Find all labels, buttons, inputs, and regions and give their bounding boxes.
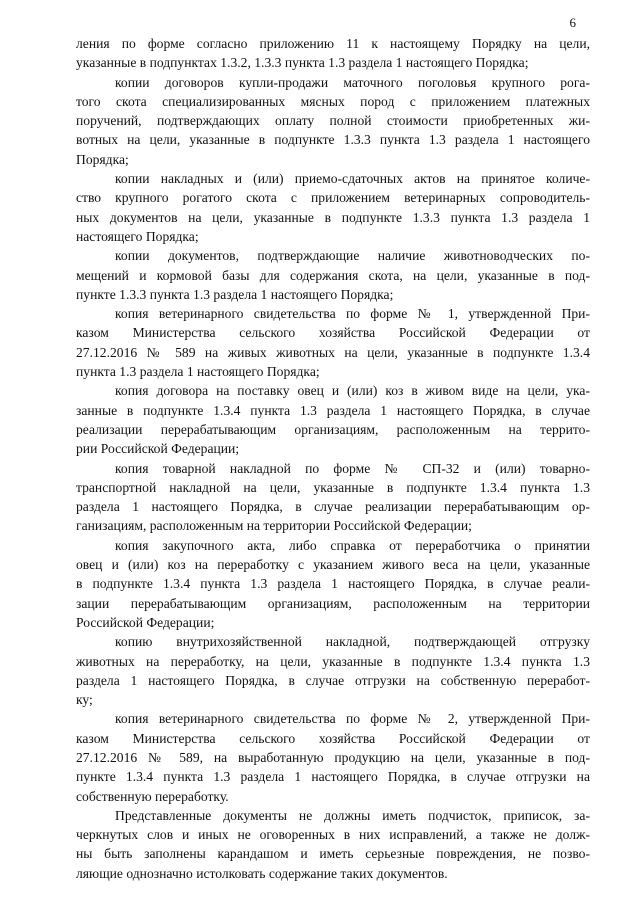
paragraph [76,459,590,536]
text-line: транспортной накладной на цели, указанные в подпункте 1.3.4 пункта 1.3 [76,479,590,495]
text-line: Российской Федерации; [76,614,215,630]
text-line: 27.12.2016 № 589, на выработанную продукцию на цели, указанные в под- [76,749,590,765]
text-line: копия договора на поставку овец и (или) коз в живом виде на цели, ука- [115,383,590,399]
text-line: раздела 1 настоящего Порядка, в случае отгрузки на собственную переработ- [76,672,590,688]
paragraph [76,632,590,709]
text-line: казом Министерства сельского хозяйства Российской Федерации от [76,730,590,746]
text-line: Представленные документы не должны иметь подчисток, приписок, за- [115,807,590,823]
text-line: пункта 1.3 раздела 1 настоящего Порядка; [76,364,320,380]
paragraph [76,169,590,246]
paragraph [76,381,590,458]
text-line: ляющие однозначно истолковать содержание таких документов. [76,865,448,881]
text-line: зации перерабатывающим организациям, расположенным на территории [76,595,590,611]
text-line: овец и (или) коз на переработку с указанием живого веса на цели, указанные [76,557,590,573]
text-line: указанные в подпунктах 1.3.2, 1.3.3 пункта 1.3 раздела 1 настоящего Порядка; [76,55,529,71]
text-line: копия ветеринарного свидетельства по форме № 2, утвержденной При- [115,711,590,727]
text-line: вотных на цели, указанные в подпункте 1.3.3 пункта 1.3 раздела 1 настоящего [76,132,590,148]
text-line: занные в подпункте 1.3.4 пункта 1.3 раздела 1 настоящего Порядка, в случае [76,402,590,418]
text-line: реализации перерабатывающим организациям, расположенным на террито- [76,421,590,437]
text-line: в подпункте 1.3.4 пункта 1.3 раздела 1 настоящего Порядка, в случае реали- [76,576,590,592]
text-line: пункте 1.3.3 пункта 1.3 раздела 1 настоящего Порядка; [76,286,394,302]
text-line: ны быть заполнены карандашом и иметь серьезные повреждения, не позво- [76,846,590,862]
text-line: поручений, подтверждающих оплату полной стоимости приобретенных жи- [76,113,590,129]
text-line: того скота специализированных мясных пород с приложением платежных [76,93,590,109]
text-line: Порядка; [76,151,129,167]
text-line: ство крупного рогатого скота с приложением ветеринарных сопроводитель- [76,190,590,206]
paragraph [76,806,590,883]
paragraph [76,709,590,805]
text-line: ных документов на цели, указанные в подпункте 1.3.3 пункта 1.3 раздела 1 [76,209,590,225]
paragraph [76,73,590,169]
page-number: 6 [569,15,576,30]
paragraph [76,34,590,73]
text-line: рии Российской Федерации; [76,441,240,457]
text-line: ления по форме согласно приложению 11 к настоящему Порядку на цели, [76,36,590,51]
text-line: копия товарной накладной по форме № СП-32 и (или) товарно- [115,460,590,476]
text-line: ганизациям, расположенным на территории Российской Федерации; [76,518,472,534]
text-line: копии договоров купли-продажи маточного поголовья крупного рога- [115,74,590,90]
text-line: мещений и кормовой базы для содержания скота, на цели, указанные в под- [76,267,590,283]
text-line: ку; [76,692,93,708]
text-line: копия закупочного акта, либо справка от переработчика о принятии [115,537,590,553]
paragraph [76,304,590,381]
text-line: 27.12.2016 № 589 на живых животных на цели, указанные в подпункте 1.3.4 [76,344,590,360]
text-line: черкнутых слов и иных не оговоренных в них исправлений, а также не долж- [76,827,590,843]
document-body [76,34,590,883]
text-line: копия ветеринарного свидетельства по форме № 1, утвержденной При- [115,306,590,322]
text-line: казом Министерства сельского хозяйства Российской Федерации от [76,325,590,341]
text-line: пункте 1.3.4 пункта 1.3 раздела 1 настоящего Порядка, в случае отгрузки на [76,769,590,785]
text-line: раздела 1 настоящего Порядка, в случае реализации перерабатывающим ор- [76,499,590,515]
text-line: копии документов, подтверждающие наличие животноводческих по- [115,248,590,264]
text-line: животных на переработку, на цели, указанные в подпункте 1.3.4 пункта 1.3 [76,653,590,669]
text-line: настоящего Порядка; [76,228,199,244]
paragraph [76,536,590,632]
text-line: копии накладных и (или) приемо-сдаточных актов на принятое количе- [115,171,590,187]
text-line: собственную переработку. [76,788,229,804]
text-line: копию внутрихозяйственной накладной, подтверждающей отгрузку [115,634,590,650]
paragraph [76,246,590,304]
